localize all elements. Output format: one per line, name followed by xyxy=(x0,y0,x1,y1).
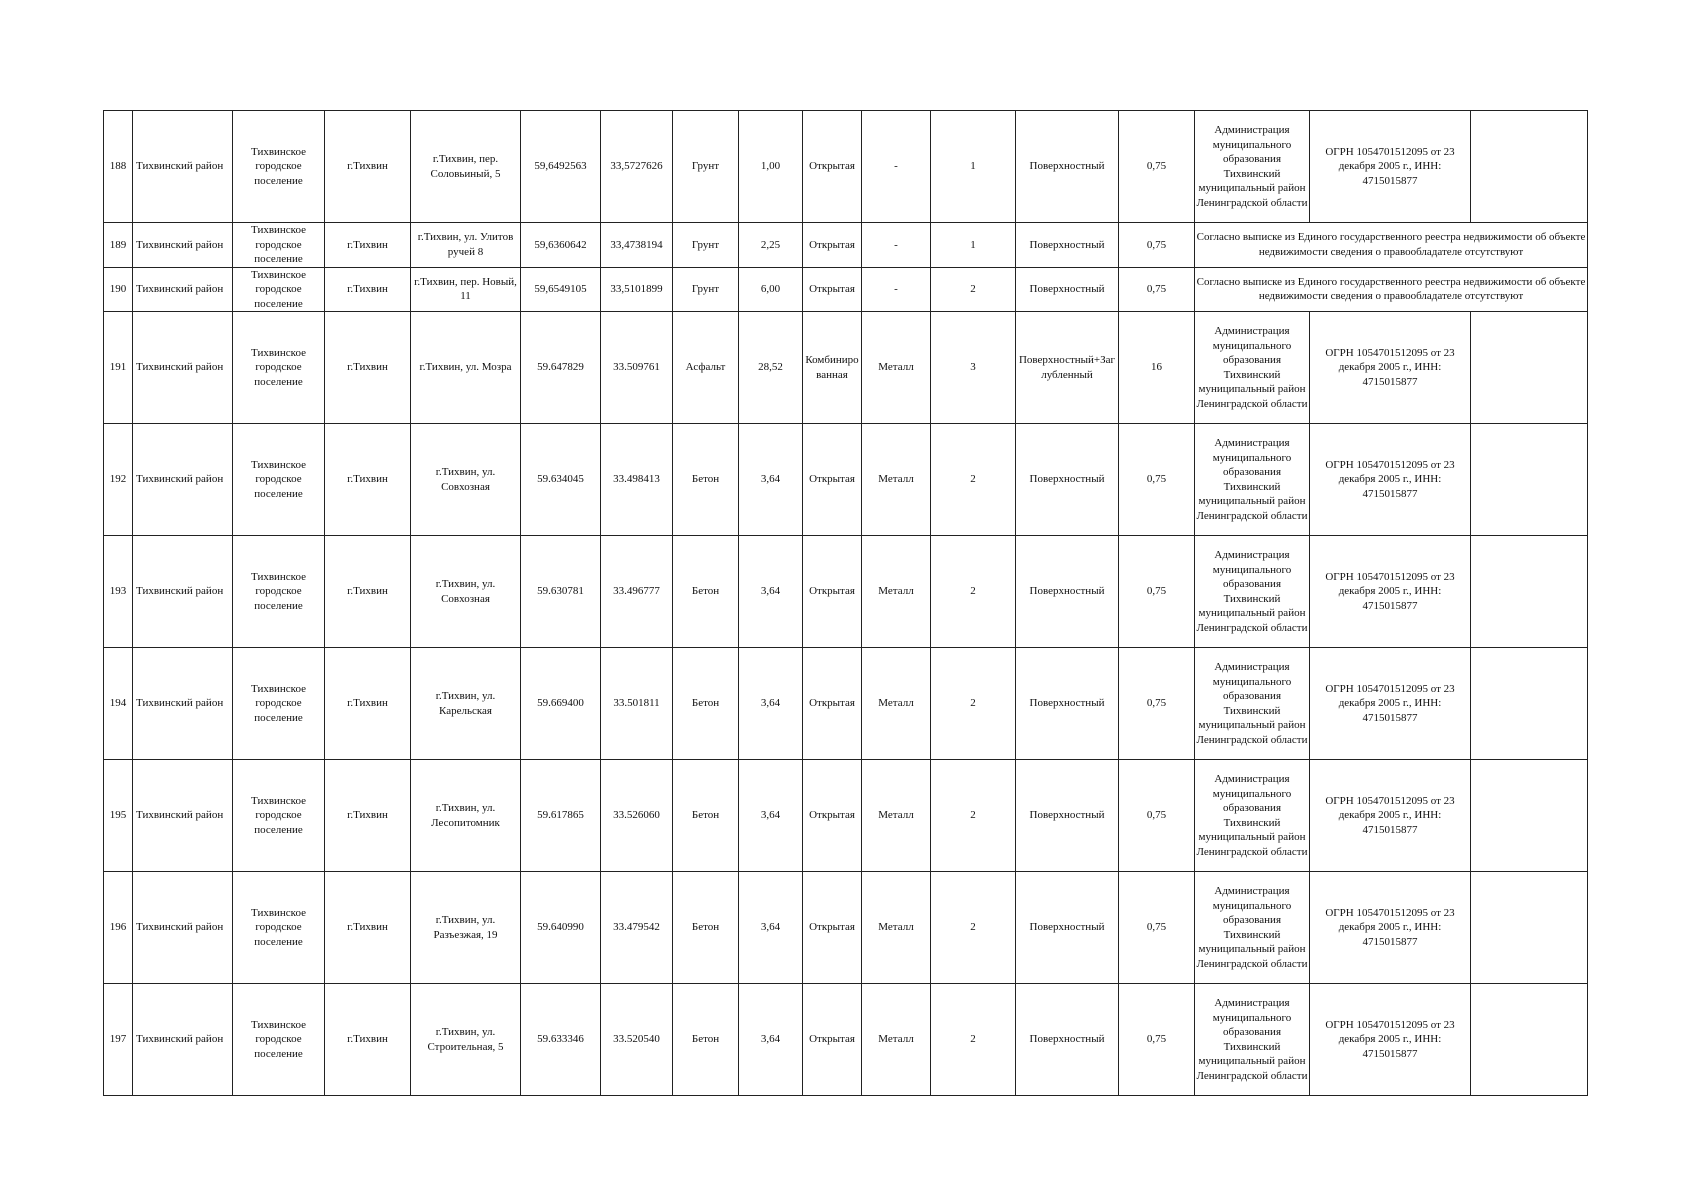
cell-address: г.Тихвин, ул. Совхозная xyxy=(411,424,521,536)
cell-area: 3,64 xyxy=(739,760,803,872)
cell-owner-note: Согласно выписке из Единого государственного реестра недвижимости об объекте недвижимости сведения о правообладателе отсутствуют xyxy=(1195,267,1588,312)
cell-latitude: 59,6492563 xyxy=(521,111,601,223)
cell-longitude: 33,4738194 xyxy=(601,223,673,268)
cell-area: 3,64 xyxy=(739,424,803,536)
cell-address: г.Тихвин, пер. Соловьиный, 5 xyxy=(411,111,521,223)
cell-volume: 0,75 xyxy=(1119,872,1195,984)
cell-number: 193 xyxy=(104,536,133,648)
cell-latitude: 59.634045 xyxy=(521,424,601,536)
table-row xyxy=(104,760,1588,872)
cell-surface: Грунт xyxy=(673,223,739,268)
cell-surface: Грунт xyxy=(673,111,739,223)
cell-surface: Бетон xyxy=(673,872,739,984)
cell-site-type: Комбинированная xyxy=(803,312,862,424)
cell-site-type: Открытая xyxy=(803,648,862,760)
cell-area: 2,25 xyxy=(739,223,803,268)
cell-owner: Администрация муниципального образования Тихвинский муниципальный район Ленинградской области xyxy=(1195,648,1310,760)
cell-surface: Бетон xyxy=(673,648,739,760)
cell-owner-note: Согласно выписке из Единого государственного реестра недвижимости об объекте недвижимости сведения о правообладателе отсутствуют xyxy=(1195,223,1588,268)
cell-settlement: Тихвинское городское поселение xyxy=(233,984,325,1096)
table-row xyxy=(104,312,1588,424)
cell-latitude: 59.640990 xyxy=(521,872,601,984)
cell-volume: 0,75 xyxy=(1119,424,1195,536)
cell-address: г.Тихвин, ул. Мозра xyxy=(411,312,521,424)
cell-city: г.Тихвин xyxy=(325,536,411,648)
cell-latitude: 59,6549105 xyxy=(521,267,601,312)
cell-latitude: 59,6360642 xyxy=(521,223,601,268)
table-row xyxy=(104,111,1588,223)
cell-owner: Администрация муниципального образования Тихвинский муниципальный район Ленинградской области xyxy=(1195,111,1310,223)
cell-container-count: 1 xyxy=(931,223,1016,268)
cell-container-count: 2 xyxy=(931,424,1016,536)
cell-address: г.Тихвин, ул. Лесопитомник xyxy=(411,760,521,872)
cell-district: Тихвинский район xyxy=(133,223,233,268)
cell-site-type: Открытая xyxy=(803,760,862,872)
cell-settlement: Тихвинское городское поселение xyxy=(233,312,325,424)
cell-volume: 0,75 xyxy=(1119,536,1195,648)
table-row xyxy=(104,648,1588,760)
cell-container-count: 2 xyxy=(931,267,1016,312)
cell-longitude: 33.509761 xyxy=(601,312,673,424)
cell-container-type: Поверхностный xyxy=(1016,111,1119,223)
cell-latitude: 59.630781 xyxy=(521,536,601,648)
cell-address: г.Тихвин, ул. Разъезжая, 19 xyxy=(411,872,521,984)
cell-extra xyxy=(1471,424,1588,536)
cell-city: г.Тихвин xyxy=(325,648,411,760)
cell-extra xyxy=(1471,648,1588,760)
cell-district: Тихвинский район xyxy=(133,536,233,648)
cell-container-type: Поверхностный xyxy=(1016,984,1119,1096)
cell-fence: Металл xyxy=(862,760,931,872)
cell-container-count: 3 xyxy=(931,312,1016,424)
cell-extra xyxy=(1471,760,1588,872)
cell-container-type: Поверхностный xyxy=(1016,648,1119,760)
cell-container-type: Поверхностный xyxy=(1016,223,1119,268)
cell-site-type: Открытая xyxy=(803,984,862,1096)
cell-longitude: 33,5727626 xyxy=(601,111,673,223)
cell-fence: Металл xyxy=(862,312,931,424)
cell-owner: Администрация муниципального образования Тихвинский муниципальный район Ленинградской области xyxy=(1195,312,1310,424)
cell-fence: - xyxy=(862,223,931,268)
cell-volume: 0,75 xyxy=(1119,760,1195,872)
cell-container-count: 2 xyxy=(931,648,1016,760)
cell-fence: Металл xyxy=(862,536,931,648)
cell-container-count: 2 xyxy=(931,984,1016,1096)
cell-city: г.Тихвин xyxy=(325,984,411,1096)
cell-area: 3,64 xyxy=(739,984,803,1096)
cell-number: 194 xyxy=(104,648,133,760)
cell-volume: 0,75 xyxy=(1119,648,1195,760)
cell-extra xyxy=(1471,312,1588,424)
cell-city: г.Тихвин xyxy=(325,111,411,223)
cell-owner-details: ОГРН 1054701512095 от 23 декабря 2005 г., ИНН: 4715015877 xyxy=(1310,111,1471,223)
cell-settlement: Тихвинское городское поселение xyxy=(233,267,325,312)
cell-address: г.Тихвин, ул. Карельская xyxy=(411,648,521,760)
cell-number: 191 xyxy=(104,312,133,424)
cell-owner: Администрация муниципального образования Тихвинский муниципальный район Ленинградской области xyxy=(1195,536,1310,648)
cell-district: Тихвинский район xyxy=(133,760,233,872)
cell-address: г.Тихвин, ул. Улитов ручей 8 xyxy=(411,223,521,268)
cell-extra xyxy=(1471,872,1588,984)
cell-number: 190 xyxy=(104,267,133,312)
cell-owner-details: ОГРН 1054701512095 от 23 декабря 2005 г., ИНН: 4715015877 xyxy=(1310,648,1471,760)
cell-site-type: Открытая xyxy=(803,223,862,268)
cell-volume: 0,75 xyxy=(1119,111,1195,223)
cell-longitude: 33.520540 xyxy=(601,984,673,1096)
cell-owner: Администрация муниципального образования Тихвинский муниципальный район Ленинградской области xyxy=(1195,872,1310,984)
cell-site-type: Открытая xyxy=(803,111,862,223)
cell-site-type: Открытая xyxy=(803,536,862,648)
cell-surface: Бетон xyxy=(673,760,739,872)
cell-number: 195 xyxy=(104,760,133,872)
cell-container-type: Поверхностный xyxy=(1016,536,1119,648)
table-row xyxy=(104,984,1588,1096)
cell-volume: 0,75 xyxy=(1119,223,1195,268)
cell-address: г.Тихвин, ул. Строительная, 5 xyxy=(411,984,521,1096)
cell-longitude: 33.479542 xyxy=(601,872,673,984)
cell-longitude: 33.501811 xyxy=(601,648,673,760)
cell-number: 189 xyxy=(104,223,133,268)
cell-city: г.Тихвин xyxy=(325,872,411,984)
cell-number: 188 xyxy=(104,111,133,223)
cell-settlement: Тихвинское городское поселение xyxy=(233,648,325,760)
cell-container-type: Поверхностный xyxy=(1016,267,1119,312)
cell-area: 3,64 xyxy=(739,872,803,984)
cell-container-count: 1 xyxy=(931,111,1016,223)
cell-fence: Металл xyxy=(862,984,931,1096)
cell-settlement: Тихвинское городское поселение xyxy=(233,536,325,648)
cell-extra xyxy=(1471,536,1588,648)
cell-owner: Администрация муниципального образования Тихвинский муниципальный район Ленинградской области xyxy=(1195,424,1310,536)
cell-area: 3,64 xyxy=(739,648,803,760)
cell-extra xyxy=(1471,984,1588,1096)
cell-district: Тихвинский район xyxy=(133,984,233,1096)
waste-sites-table xyxy=(103,110,1588,1096)
cell-city: г.Тихвин xyxy=(325,760,411,872)
cell-area: 3,64 xyxy=(739,536,803,648)
cell-district: Тихвинский район xyxy=(133,424,233,536)
cell-longitude: 33,5101899 xyxy=(601,267,673,312)
cell-surface: Грунт xyxy=(673,267,739,312)
cell-owner-details: ОГРН 1054701512095 от 23 декабря 2005 г., ИНН: 4715015877 xyxy=(1310,424,1471,536)
cell-longitude: 33.496777 xyxy=(601,536,673,648)
cell-settlement: Тихвинское городское поселение xyxy=(233,223,325,268)
cell-container-type: Поверхностный xyxy=(1016,872,1119,984)
cell-volume: 0,75 xyxy=(1119,267,1195,312)
cell-site-type: Открытая xyxy=(803,872,862,984)
cell-latitude: 59.669400 xyxy=(521,648,601,760)
cell-fence: Металл xyxy=(862,648,931,760)
cell-number: 196 xyxy=(104,872,133,984)
cell-owner-details: ОГРН 1054701512095 от 23 декабря 2005 г., ИНН: 4715015877 xyxy=(1310,312,1471,424)
cell-fence: - xyxy=(862,267,931,312)
cell-address: г.Тихвин, ул. Совхозная xyxy=(411,536,521,648)
cell-district: Тихвинский район xyxy=(133,267,233,312)
table-row xyxy=(104,267,1588,312)
cell-surface: Асфальт xyxy=(673,312,739,424)
cell-latitude: 59.647829 xyxy=(521,312,601,424)
cell-surface: Бетон xyxy=(673,984,739,1096)
cell-district: Тихвинский район xyxy=(133,872,233,984)
cell-latitude: 59.617865 xyxy=(521,760,601,872)
cell-fence: Металл xyxy=(862,424,931,536)
cell-extra xyxy=(1471,111,1588,223)
cell-district: Тихвинский район xyxy=(133,648,233,760)
table-row xyxy=(104,424,1588,536)
cell-volume: 16 xyxy=(1119,312,1195,424)
cell-settlement: Тихвинское городское поселение xyxy=(233,872,325,984)
cell-owner: Администрация муниципального образования Тихвинский муниципальный район Ленинградской области xyxy=(1195,760,1310,872)
cell-owner-details: ОГРН 1054701512095 от 23 декабря 2005 г., ИНН: 4715015877 xyxy=(1310,872,1471,984)
cell-city: г.Тихвин xyxy=(325,223,411,268)
cell-surface: Бетон xyxy=(673,536,739,648)
cell-district: Тихвинский район xyxy=(133,111,233,223)
cell-site-type: Открытая xyxy=(803,267,862,312)
cell-owner-details: ОГРН 1054701512095 от 23 декабря 2005 г., ИНН: 4715015877 xyxy=(1310,984,1471,1096)
cell-fence: Металл xyxy=(862,872,931,984)
cell-longitude: 33.498413 xyxy=(601,424,673,536)
table-row xyxy=(104,223,1588,268)
cell-longitude: 33.526060 xyxy=(601,760,673,872)
cell-owner-details: ОГРН 1054701512095 от 23 декабря 2005 г., ИНН: 4715015877 xyxy=(1310,536,1471,648)
cell-container-type: Поверхностный xyxy=(1016,424,1119,536)
cell-settlement: Тихвинское городское поселение xyxy=(233,111,325,223)
cell-settlement: Тихвинское городское поселение xyxy=(233,424,325,536)
cell-number: 197 xyxy=(104,984,133,1096)
cell-container-type: Поверхностный xyxy=(1016,760,1119,872)
cell-city: г.Тихвин xyxy=(325,424,411,536)
cell-fence: - xyxy=(862,111,931,223)
cell-city: г.Тихвин xyxy=(325,267,411,312)
cell-city: г.Тихвин xyxy=(325,312,411,424)
cell-owner: Администрация муниципального образования Тихвинский муниципальный район Ленинградской области xyxy=(1195,984,1310,1096)
cell-district: Тихвинский район xyxy=(133,312,233,424)
table-row xyxy=(104,872,1588,984)
cell-surface: Бетон xyxy=(673,424,739,536)
cell-area: 6,00 xyxy=(739,267,803,312)
cell-container-count: 2 xyxy=(931,536,1016,648)
cell-address: г.Тихвин, пер. Новый, 11 xyxy=(411,267,521,312)
cell-owner-details: ОГРН 1054701512095 от 23 декабря 2005 г., ИНН: 4715015877 xyxy=(1310,760,1471,872)
cell-container-count: 2 xyxy=(931,760,1016,872)
table-row xyxy=(104,536,1588,648)
cell-area: 28,52 xyxy=(739,312,803,424)
cell-volume: 0,75 xyxy=(1119,984,1195,1096)
cell-settlement: Тихвинское городское поселение xyxy=(233,760,325,872)
cell-latitude: 59.633346 xyxy=(521,984,601,1096)
cell-container-count: 2 xyxy=(931,872,1016,984)
cell-number: 192 xyxy=(104,424,133,536)
cell-container-type: Поверхностный+Заглубленный xyxy=(1016,312,1119,424)
cell-site-type: Открытая xyxy=(803,424,862,536)
cell-area: 1,00 xyxy=(739,111,803,223)
